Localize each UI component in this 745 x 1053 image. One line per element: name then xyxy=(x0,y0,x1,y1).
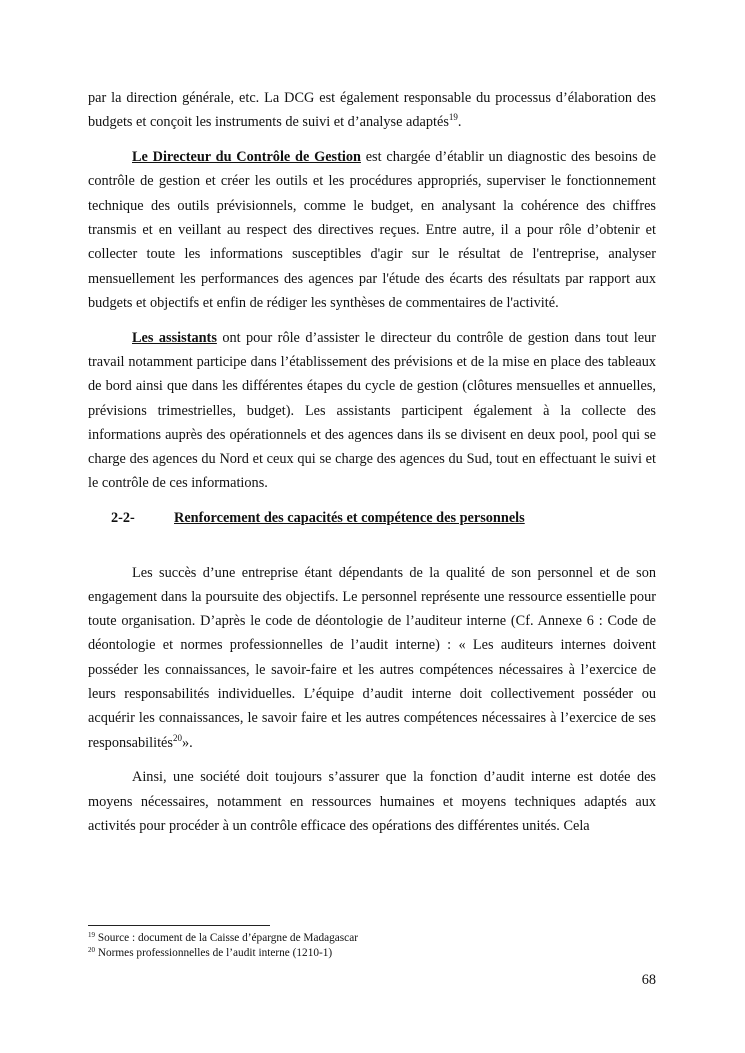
section-heading xyxy=(88,506,656,530)
body-text xyxy=(88,86,656,849)
footnote-ref-20[interactable]: 20 xyxy=(172,732,182,743)
heading-assistants: Les assistants xyxy=(132,329,217,346)
paragraph-4: Les succès d’une entreprise étant dépendants de la qualité de son personnel et de son engagement dans la poursuite des objectifs. Le personnel représente une ressource essentielle pour toute organisation. D’après le code de déontologie de l’auditeur interne (Cf. Annexe 6 : Code de déontologie et normes professionnelles de l’audit interne) : « Les auditeurs internes doivent posséder les connaissances, le savoir-faire et les autres compétences nécessaires à l’exercice de leurs responsabilités individuelles. L’équipe d’audit interne doit collectivement posséder ou acquérir les connaissances, le savoir faire et les autres compétences nécessaires à l’exercice de ses responsabilités$^{20}$». xyxy=(88,564,656,751)
paragraph-5: Ainsi, une société doit toujours s’assurer que la fonction d’audit interne est dotée des moyens nécessaires, notamment en ressources humaines et moyens techniques adaptés aux activités pour procéder à un contrôle efficace des opérations des différentes unités. Cela xyxy=(88,769,656,835)
heading-directeur-controle-gestion: Le Directeur du Contrôle de Gestion xyxy=(132,149,361,166)
footnote-19: $^{19}$ Source : document de la Caisse d’épargne de Madagascar xyxy=(88,931,358,944)
paragraph-directeur-controle-gestion: Le Directeur du Contrôle de Gestion est chargée d’établir un diagnostic des besoins de contrôle de gestion et créer les outils et les procédures appropriés, superviser le fonctionnement technique des outils prévisionnels, comme le budget, en analysant la cohérence des chiffres transmis et en veillant au respect des directives reçues. Entre autre, il a pour rôle d’obtenir et collecter toute les informations susceptibles d'agir sur le résultat de l'entreprise, analyser mensuellement les performances des agences par l'étude des écarts des résultats par rapport aux budgets et objectifs et enfin de rédiger les synthèses de commentaires de l'activité. xyxy=(88,149,656,311)
paragraph-1: par la direction générale, etc. La DCG est également responsable du processus d’élaboration des budgets et conçoit les instruments de suivi et d’analyse adaptés$^{19}$. xyxy=(88,90,656,131)
section-title: Renforcement des capacités et compétence des personnels xyxy=(174,510,525,527)
footnote-ref-19[interactable]: 19 xyxy=(448,112,458,123)
footnotes xyxy=(88,931,656,961)
footnote-separator xyxy=(88,925,270,926)
footnote-20: $^{20}$ Normes professionnelles de l’audit interne (1210-1) xyxy=(88,946,333,959)
section-number: 2-2- xyxy=(111,510,135,527)
paragraph-assistants: Les assistants ont pour rôle d’assister le directeur du contrôle de gestion dans tout leur travail notamment participe dans l’établissement des prévisions et de la mise en place des tableaux de bord ainsi que dans les différentes étapes du cycle de gestion (clôtures mensuelles et annuelles, prévisions trimestrielles, budget). Les assistants participent également à la collecte des informations auprès des opérationnels et des agences dans ils se divisent en deux pool, pool qui se charge des agences du Nord et ceux qui se charge des agences du Sud, tout en effectuant le suivi et le contrôle de ces informations. xyxy=(88,329,656,492)
page-number: 68 xyxy=(641,972,656,988)
